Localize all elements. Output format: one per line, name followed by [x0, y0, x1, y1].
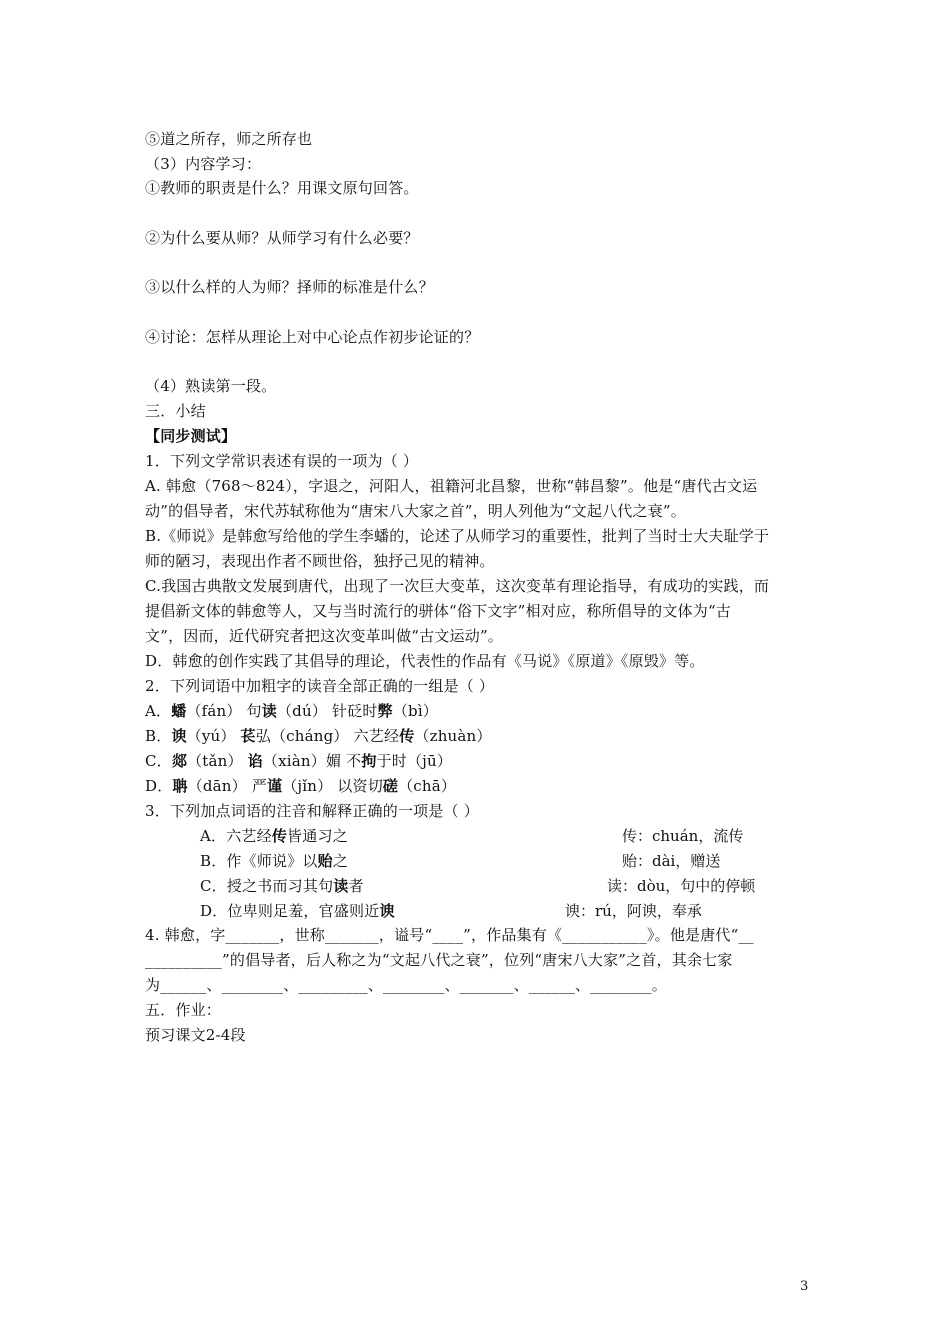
- bold-char: 郯: [171, 752, 188, 770]
- q3-option-d-gloss: 谀：rú，阿谀，奉承: [565, 902, 702, 920]
- homework-text: 预习课文2-4段: [145, 1026, 246, 1044]
- bold-char: 传: [399, 727, 415, 745]
- q3-option-d: [200, 901, 395, 921]
- q2-option-b: [145, 726, 492, 746]
- text: D．位卑则足羞，官盛则近: [200, 902, 380, 920]
- text: 之: [332, 852, 349, 870]
- q2-option-d: [145, 776, 456, 796]
- text: （bì）: [392, 702, 439, 720]
- text: （xiàn）媚 不: [262, 752, 362, 770]
- q4-line3: 为______、________、_________、________、_______、______、________。: [145, 976, 668, 994]
- q3-stem: 3．下列加点词语的注音和解释正确的一项是（ ）: [145, 802, 479, 820]
- bold-char: 谨: [267, 777, 283, 795]
- page-number: 3: [800, 1279, 809, 1294]
- text: （tǎn）: [187, 752, 248, 770]
- section-summary-heading: 三．小结: [145, 402, 206, 420]
- q3-option-b-gloss: 贻：dài，赠送: [622, 852, 721, 870]
- q4-line1: 4. 韩愈，字_______，世称_______，谥号“____”，作品集有《___________》。他是唐代“__: [145, 926, 754, 944]
- text: 弘（cháng） 六艺经: [255, 727, 400, 745]
- bold-char: 磋: [382, 777, 399, 795]
- bold-char: 聃: [172, 777, 188, 795]
- section-content-study-heading: （3）内容学习：: [145, 155, 262, 173]
- question-choose-teacher: ③以什么样的人为师？择师的标准是什么？: [145, 278, 434, 296]
- text: 于时（jū）: [376, 752, 453, 770]
- bold-char: 读: [261, 702, 277, 720]
- text: （zhuàn）: [414, 727, 492, 745]
- text: （dān） 严: [187, 777, 268, 795]
- q1-option-a-line1: A. 韩愈（768～824），字退之，河阳人，祖籍河北昌黎，世称“韩昌黎”。他是“唐代古文运: [145, 477, 758, 495]
- item-5-text: ⑤道之所存，师之所存也: [145, 130, 313, 148]
- q3-option-a: [200, 826, 348, 846]
- section-test-heading: 【同步测试】: [145, 427, 237, 445]
- q3-option-c: [200, 876, 364, 896]
- q2-option-a: [145, 701, 438, 721]
- q4-line2: __________”的倡导者，后人称之为“文起八代之衰”，位列“唐宋八大家”之首，其余七家: [145, 951, 733, 969]
- bold-char: 谀: [379, 902, 395, 920]
- text: （fán） 句: [186, 702, 262, 720]
- q1-option-c-line2: 提倡新文体的韩愈等人，又与当时流行的骈体“俗下文字”相对应，称所倡导的文体为“古: [145, 602, 732, 620]
- question-teacher-duty: ①教师的职责是什么？用课文原句回答。: [145, 179, 419, 197]
- section-homework-heading: 五．作业：: [145, 1001, 222, 1019]
- text: C．授之书而习其句: [200, 877, 334, 895]
- section-read-paragraph: （4）熟读第一段。: [145, 377, 277, 395]
- bold-char: 弊: [377, 702, 393, 720]
- q1-option-b-line1: B.《师说》是韩愈写给他的学生李蟠的，论述了从师学习的重要性，批判了当时士大夫耻学于: [145, 527, 770, 545]
- option-letter: B．: [145, 727, 172, 745]
- bold-char: 读: [333, 877, 349, 895]
- q1-option-a-line2: 动”的倡导者，宋代苏轼称他为“唐宋八大家之首”，明人列他为“文起八代之衰”。: [145, 502, 686, 520]
- q1-option-c-line1: C.我国古典散文发展到唐代，出现了一次巨大变革，这次变革有理论指导，有成功的实践，而: [145, 577, 770, 595]
- text: （dú） 针砭时: [276, 702, 378, 720]
- q2-stem: 2．下列词语中加粗字的读音全部正确的一组是（ ）: [145, 677, 495, 695]
- bold-char: 传: [271, 827, 288, 845]
- q2-option-c: [145, 751, 452, 771]
- option-letter: D．: [145, 777, 173, 795]
- bold-char: 苌: [240, 727, 256, 745]
- text: 者: [348, 877, 364, 895]
- text: （yú）: [186, 727, 241, 745]
- option-letter: A．: [145, 702, 172, 720]
- question-why-learn: ②为什么要从师？从师学习有什么必要？: [145, 229, 419, 247]
- text: A．六艺经: [200, 827, 272, 845]
- bold-char: 拘: [361, 752, 377, 770]
- q3-option-b: [200, 851, 348, 871]
- text: （jǐn） 以资切: [282, 777, 383, 795]
- option-letter: C．: [145, 752, 172, 770]
- q3-option-a-gloss: 传：chuán，流传: [622, 827, 744, 845]
- question-discussion: ④讨论：怎样从理论上对中心论点作初步论证的？: [145, 328, 480, 346]
- bold-char: 贻: [317, 852, 333, 870]
- bold-char: 谄: [247, 752, 263, 770]
- q1-option-b-line2: 师的陋习，表现出作者不顾世俗，独抒己见的精神。: [145, 552, 495, 570]
- text: （chā）: [398, 777, 457, 795]
- text: B．作《师说》以: [200, 852, 318, 870]
- q3-option-c-gloss: 读：dòu，句中的停顿: [607, 877, 756, 895]
- q1-option-d: D．韩愈的创作实践了其倡导的理论，代表性的作品有《马说》《原道》《原毁》等。: [145, 652, 705, 670]
- q1-stem: 1．下列文学常识表述有误的一项为（ ）: [145, 452, 419, 470]
- bold-char: 蟠: [171, 702, 187, 720]
- q1-option-c-line3: 文”，因而，近代研究者把这次变革叫做“古文运动”。: [145, 627, 504, 645]
- text: 皆通习之: [287, 827, 348, 845]
- bold-char: 谀: [171, 727, 187, 745]
